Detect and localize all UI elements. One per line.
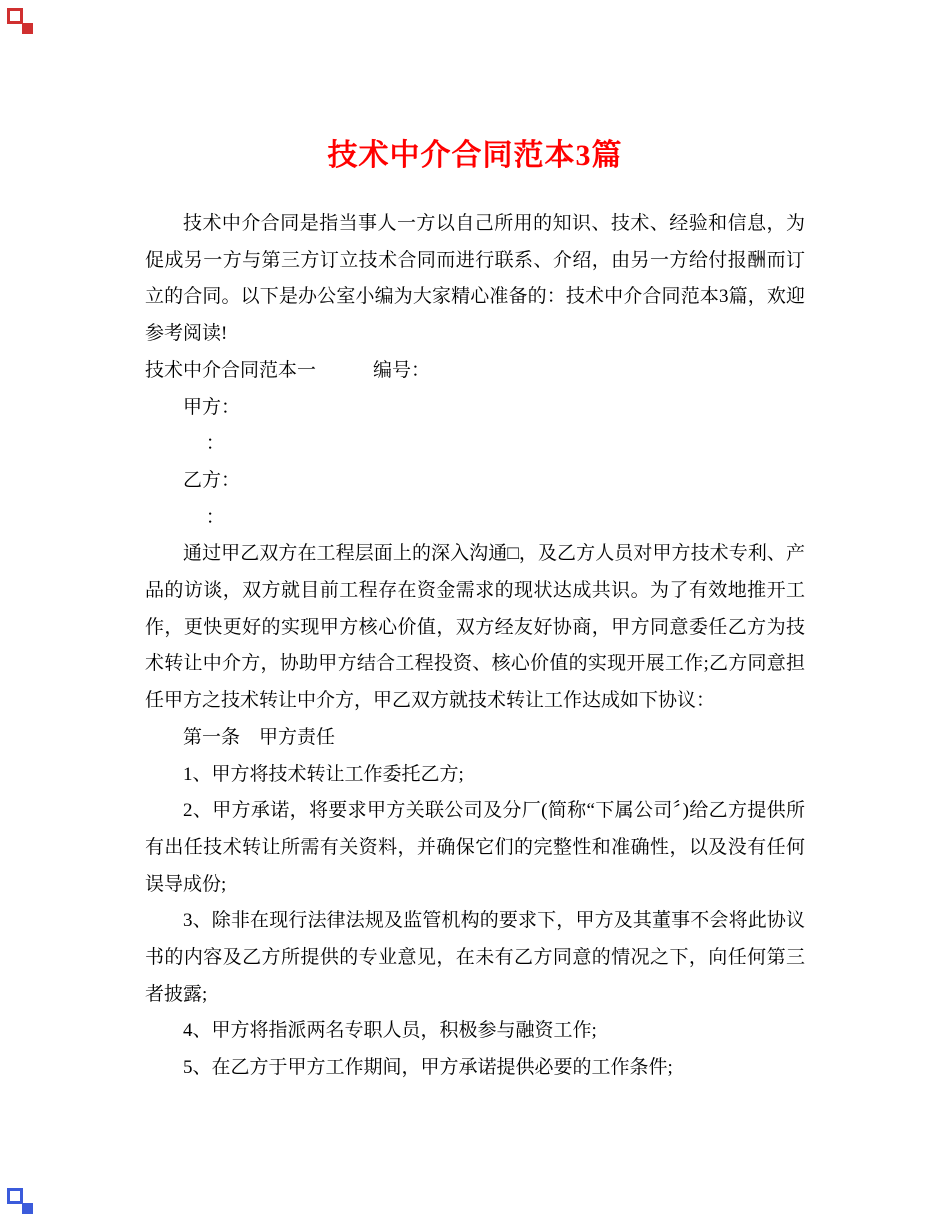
document-content	[145, 136, 805, 1087]
ornament-square-outline	[7, 8, 23, 24]
ornament-square-outline	[7, 1188, 23, 1204]
document-body	[145, 206, 805, 1087]
ornament-square-fill	[22, 23, 33, 34]
paragraph-clause-1: 1、甲方将技术转让工作委托乙方;	[183, 763, 464, 785]
paragraph-party-b-blank: ：	[205, 506, 225, 528]
blue-squares-ornament-icon	[7, 1188, 41, 1222]
document-title: 技术中介合同范本3篇	[327, 139, 623, 172]
paragraph-clause-5: 5、在乙方于甲方工作期间，甲方承诺提供必要的工作条件;	[183, 1057, 673, 1079]
paragraph-intro: 技术中介合同是指当事人一方以自己所用的知识、技术、经验和信息，为促成另一方与第三方订立技术合同而进行联系、介绍，由另一方给付报酬而订立的合同。以下是办公室小编为大家精心准备的：技术中介合同范本3篇，欢迎参考阅读!	[145, 213, 805, 345]
ornament-square-fill	[22, 1203, 33, 1214]
paragraph-preamble: 通过甲乙双方在工程层面上的深入沟通□，及乙方人员对甲方技术专利、产品的访谈，双方就目前工程存在资金需求的现状达成共识。为了有效地推开工作，更快更好的实现甲方核心价值，双方经友好协商，甲方同意委任乙方为技术转让中介方，协助甲方结合工程投资、核心价值的实现开展工作;乙方同意担任甲方之技术转让中介方，甲乙双方就技术转让工作达成如下协议：	[145, 543, 805, 712]
paragraph-article-1-heading: 第一条 甲方责任	[183, 726, 336, 748]
red-squares-ornament-icon	[7, 8, 41, 42]
paragraph-subtitle-number: 技术中介合同范本一 编号：	[145, 359, 431, 381]
paragraph-party-b: 乙方：	[183, 469, 241, 491]
paragraph-clause-2: 2、甲方承诺，将要求甲方关联公司及分厂(简称“下属公司〞)给乙方提供所有出任技术转让所需有关资料，并确保它们的完整性和准确性，以及没有任何误导成份;	[145, 800, 805, 895]
paragraph-clause-4: 4、甲方将指派两名专职人员，积极参与融资工作;	[183, 1020, 597, 1042]
paragraph-clause-3: 3、除非在现行法律法规及监管机构的要求下，甲方及其董事不会将此协议书的内容及乙方所提供的专业意见，在未有乙方同意的情况之下，向任何第三者披露;	[145, 910, 805, 1005]
paragraph-party-a: 甲方：	[183, 396, 241, 418]
paragraph-party-a-blank: ：	[205, 433, 225, 455]
